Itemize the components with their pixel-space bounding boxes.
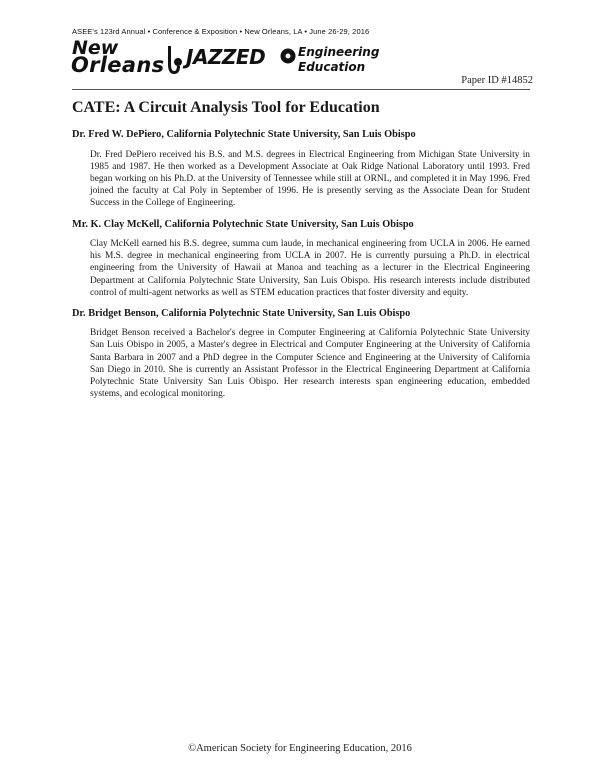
logo-word-engineering: Engineering bbox=[298, 45, 380, 59]
author-bio: Clay McKell earned his B.S. degree, summa cum laude, in mechanical engineering from UCLA in 2006. He earned his M.S. degree in mechanical engineering from UCLA in 2007. He is currently pursuing a Ph.D. in electrical engineering from the University of Hawaii at Manoa and teaching as a lecturer in the Electrical Engineering Department at California Polytechnic State University, San Luis Obispo. His research interests include distributed control of multi-agent networks as well as STEM education practices that foster diversity and equity. bbox=[90, 238, 530, 298]
logo-word-education: Education bbox=[298, 60, 366, 74]
paper-title: CATE: A Circuit Analysis Tool for Education bbox=[72, 99, 380, 116]
author-bio: Bridget Benson received a Bachelor's degree in Computer Engineering at California Polytechnic State University San Luis Obispo in 2005, a Master's degree in Electrical and Computer Engineering at the University of California Santa Barbara in 2007 and a PhD degree in the Computer Science and Engineering at the University of California San Diego in 2010. She is currently an Assistant Professor in the Electrical Engineering Department at California Polytechnic State University San Luis Obispo. Her research interests span engineering education, embedded systems, and ecological monitoring. bbox=[90, 328, 530, 400]
document-body bbox=[72, 98, 530, 409]
logo-word-new: New bbox=[72, 37, 119, 59]
conference-logo bbox=[68, 38, 378, 84]
author-name: Mr. K. Clay McKell, California Polytechnic State University, San Luis Obispo bbox=[72, 218, 414, 230]
conference-line: ASEE's 123rd Annual • Conference & Exposition • New Orleans, LA • June 26-29, 2016 bbox=[72, 27, 370, 36]
author-name: Dr. Bridget Benson, California Polytechnic State University, San Luis Obispo bbox=[72, 307, 411, 319]
header-divider bbox=[72, 89, 530, 90]
paper-id: Paper ID #14852 bbox=[461, 75, 533, 86]
logo-word-jazzed: JAZZED bbox=[186, 45, 266, 69]
author-bio: Dr. Fred DePiero received his B.S. and M.S. degrees in Electrical Engineering from Michigan State University in 1985 and 1987. He then worked as a Development Associate at Oak Ridge National Laboratory until 1993. Fred began working on his Ph.D. at the University of Tennessee while still at ORNL, and completed it in May 1996. Fred joined the faculty at Cal Poly in September of 1996. He is presently serving as the Associate Dean for Student Success in the College of Engineering. bbox=[90, 149, 530, 209]
author-name: Dr. Fred W. DePiero, California Polytechnic State University, San Luis Obispo bbox=[72, 129, 416, 141]
saxophone-icon bbox=[158, 44, 184, 80]
gear-icon bbox=[280, 48, 296, 64]
copyright-footer: ©American Society for Engineering Education, 2016 bbox=[188, 743, 412, 754]
logo-word-orleans: Orleans bbox=[71, 53, 165, 77]
